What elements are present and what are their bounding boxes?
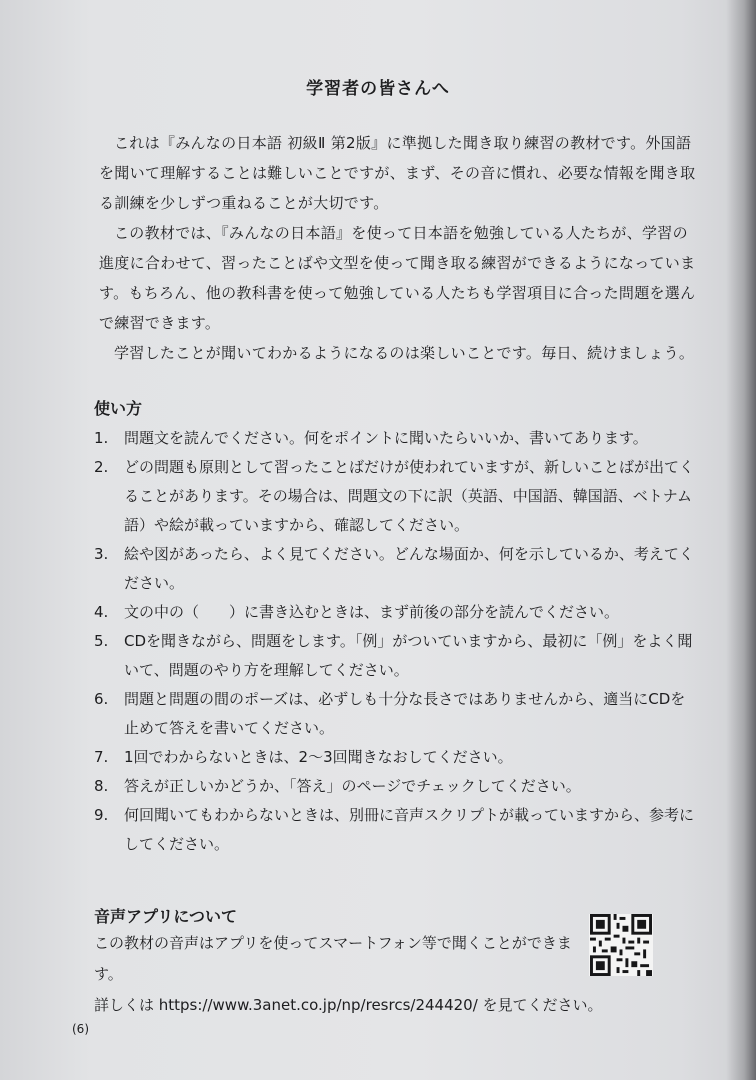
list-item [94, 540, 694, 598]
intro-paragraph-1: これは『みんなの日本語 初級Ⅱ 第2版』に準拠した聞き取り練習の教材です。外国語を聞いて理解することは難しいことですが、まず、その音に慣れ、必要な情報を聞き取る訓練を少しずつ重ねることが大切です。 [99, 134, 696, 212]
usage-heading: 使い方 [94, 399, 143, 418]
list-item [94, 424, 694, 453]
list-item-text: 1回でわからないときは、2～3回聞きなおしてください。 [124, 748, 513, 766]
app-description: この教材の音声はアプリを使ってスマートフォン等で聞くことができます。 [94, 934, 572, 983]
list-item-text: どの問題も原則として習ったことばだけが使われていますが、新しいことばが出てくることがあります。その場合は、問題文の下に訳（英語、中国語、韓国語、ベトナム語）や絵が載っていますから、確認してください。 [124, 458, 695, 534]
intro-paragraph-2: この教材では、『みんなの日本語』を使って日本語を勉強している人たちが、学習の進度に合わせて、習ったことばや文型を使って聞き取る練習ができるようになっています。もちろん、他の教科書を使って勉強している人たちも学習項目に合った問題を選んで練習できます。 [99, 224, 696, 332]
app-heading: 音声アプリについて [94, 907, 238, 926]
page-title: 学習者の皆さんへ [306, 79, 450, 99]
list-item [94, 772, 694, 801]
list-item-text: 問題と問題の間のポーズは、必ずしも十分な長さではありませんから、適当にCDを止めて答えを書いてください。 [124, 690, 686, 737]
list-item-number: 1. [94, 429, 109, 447]
list-item [94, 743, 694, 772]
page-number: (6) [72, 1022, 89, 1036]
list-item [94, 627, 694, 685]
list-item-text: CDを聞きながら、問題をします。「例」がついていますから、最初に「例」をよく聞いて、問題のやり方を理解してください。 [124, 632, 693, 679]
list-item-text: 文の中の（ ）に書き込むときは、まず前後の部分を読んでください。 [124, 603, 620, 621]
list-item-text: 問題文を読んでください。何をポイントに聞いたらいいか、書いてあります。 [124, 429, 648, 447]
list-item-text: 何回聞いてもわからないときは、別冊に音声スクリプトが載っていますから、参考にしてください。 [124, 806, 695, 853]
list-item-number: 3. [94, 545, 109, 563]
list-item-number: 7. [94, 748, 109, 766]
page-edge-shadow [726, 0, 756, 1080]
list-item-number: 9. [94, 806, 109, 824]
list-item-number: 2. [94, 458, 109, 476]
app-url-line[interactable]: 詳しくは https://www.3anet.co.jp/np/resrcs/244420/ を見てください。 [94, 996, 603, 1014]
list-item [94, 685, 694, 743]
list-item [94, 453, 694, 540]
list-item-number: 6. [94, 690, 109, 708]
list-item-number: 8. [94, 777, 109, 795]
list-item-text: 絵や図があったら、よく見てください。どんな場面か、何を示しているか、考えてください。 [124, 545, 694, 592]
intro-section [99, 128, 699, 368]
intro-paragraph-3: 学習したことが聞いてわかるようになるのは楽しいことです。毎日、続けましょう。 [114, 344, 695, 362]
qr-code-icon[interactable] [589, 914, 653, 976]
list-item-text: 答えが正しいかどうか、「答え」のページでチェックしてください。 [124, 777, 581, 795]
list-item [94, 598, 694, 627]
list-item [94, 801, 694, 859]
usage-list [94, 424, 694, 859]
list-item-number: 4. [94, 603, 109, 621]
list-item-number: 5. [94, 632, 109, 650]
